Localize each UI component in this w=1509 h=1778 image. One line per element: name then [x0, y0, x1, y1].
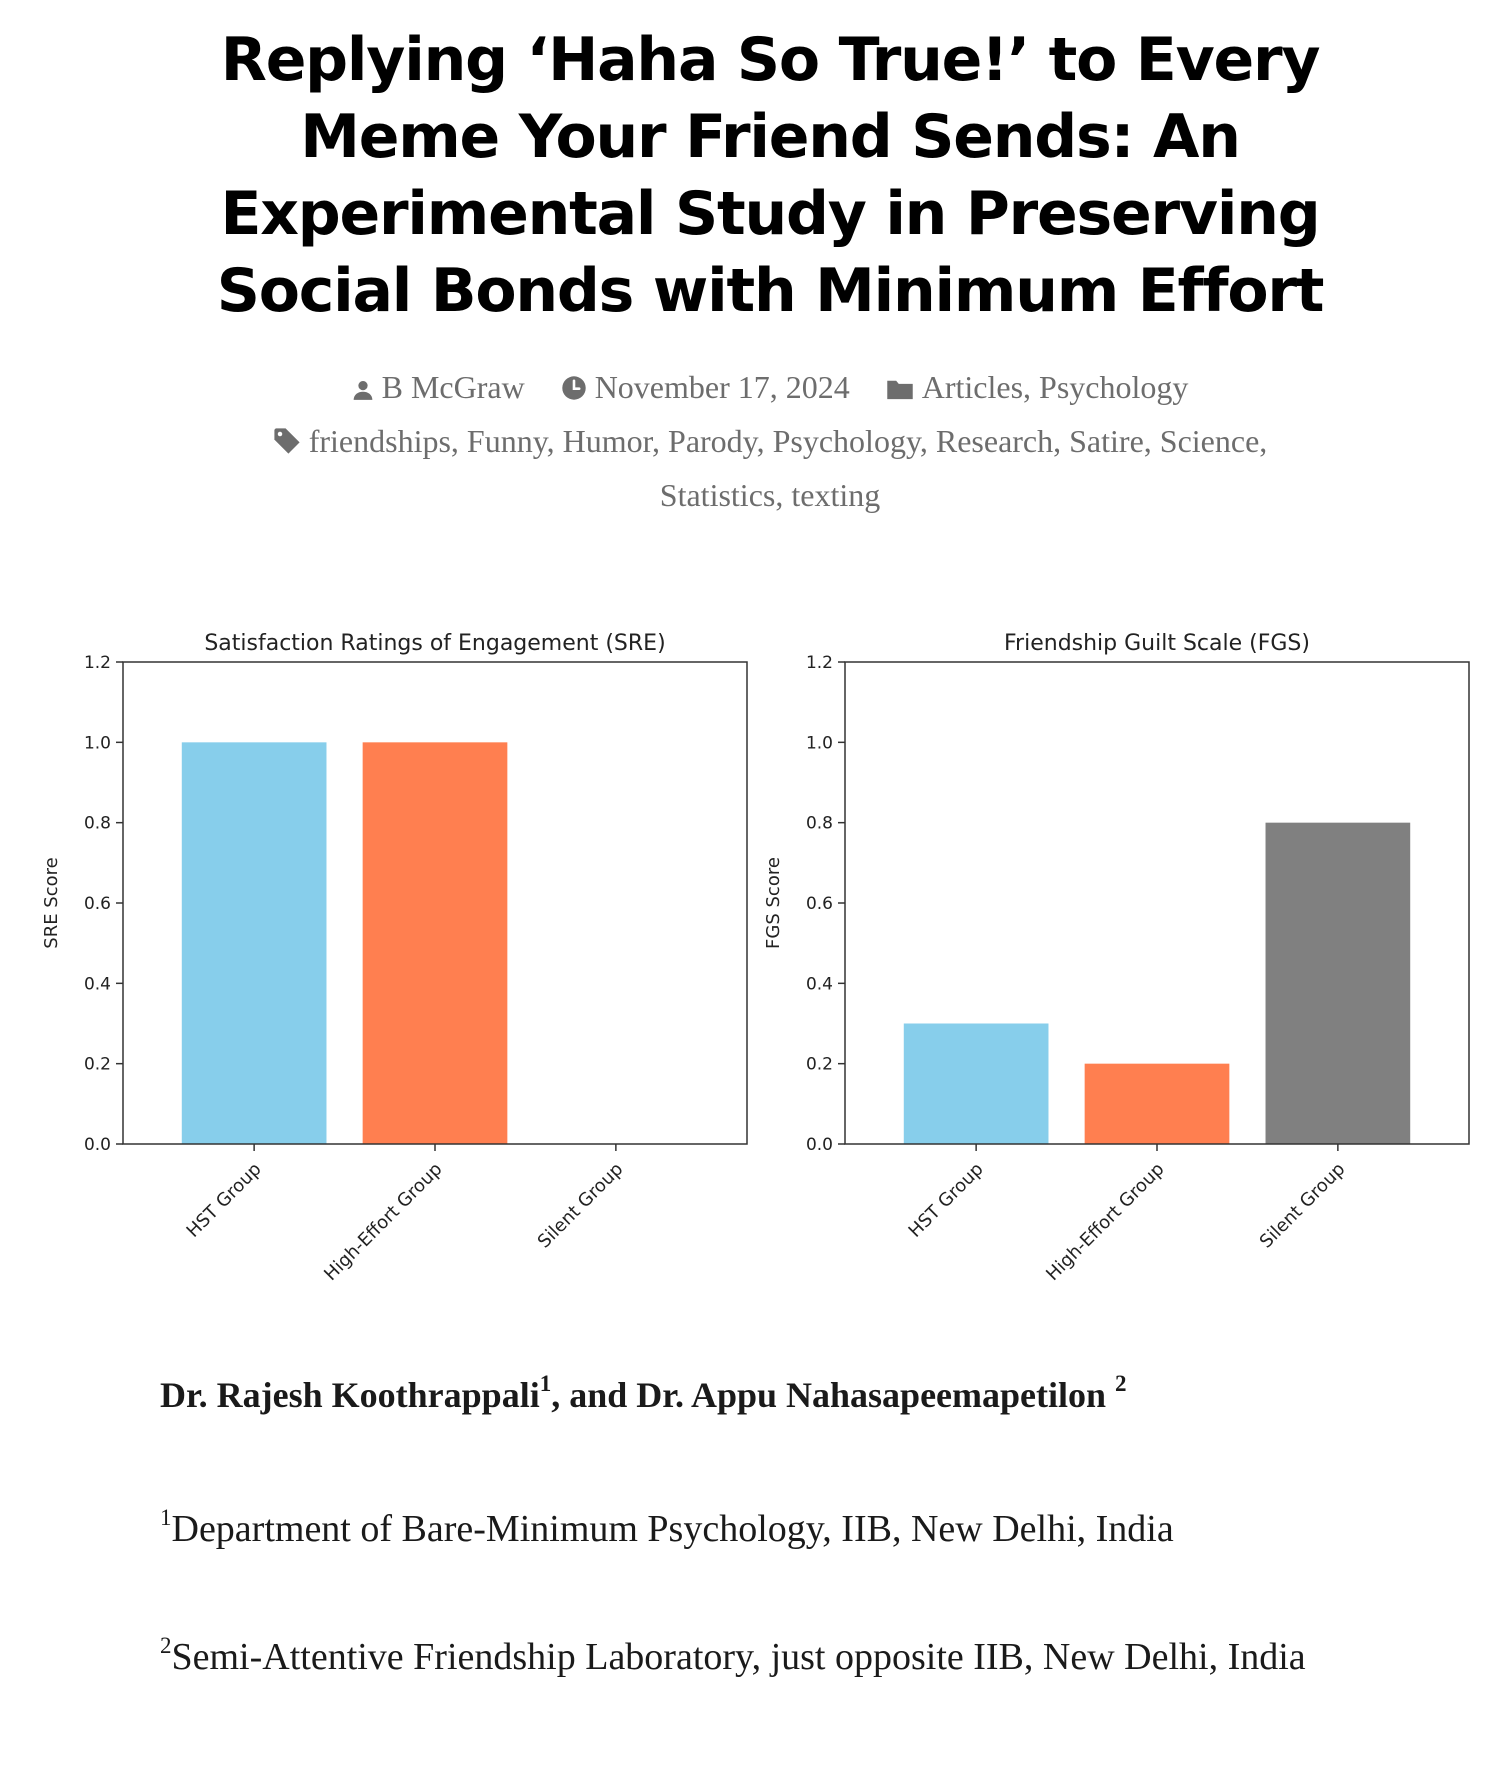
y-axis-label: FGS Score — [763, 857, 784, 949]
y-tick-label: 1.2 — [83, 653, 111, 673]
meta-line-2: friendships, Funny, Humor, Parody, Psychology, Research, Satire, Science, — [150, 414, 1390, 468]
affiliation-number: 2 — [160, 1633, 172, 1658]
meta-line-1 — [150, 360, 1390, 414]
tag-icon — [273, 427, 301, 455]
y-tick-label: 0.0 — [805, 1135, 833, 1155]
charts-figure — [0, 600, 1509, 1320]
posted-on — [561, 360, 850, 414]
y-tick-label: 1.0 — [83, 733, 111, 754]
affiliation-marker: 1 — [539, 1371, 552, 1396]
x-tick-label: Silent Group — [1255, 1158, 1350, 1253]
x-tick-label: High-Effort Group — [320, 1158, 447, 1286]
affiliation-number: 1 — [160, 1505, 172, 1530]
tag-link[interactable]: Science — [1159, 423, 1260, 459]
bar — [1266, 823, 1411, 1144]
y-tick-label: 1.0 — [805, 733, 833, 754]
y-tick-label: 1.2 — [805, 653, 833, 673]
bar — [182, 742, 327, 1144]
y-tick-label: 0.4 — [805, 974, 833, 995]
date-link[interactable]: November 17, 2024 — [594, 369, 850, 405]
affiliation — [160, 1497, 1390, 1561]
byline — [352, 360, 525, 414]
tag-link[interactable]: Psychology — [772, 423, 920, 459]
bar — [363, 742, 508, 1144]
author-link[interactable]: B McGraw — [381, 369, 525, 405]
author-name: Dr. Appu Nahasapeemapetilon — [636, 1375, 1107, 1415]
tag-link[interactable]: Parody — [668, 423, 757, 459]
y-axis-label: SRE Score — [41, 857, 62, 949]
x-tick-label: Silent Group — [533, 1158, 628, 1253]
x-tick-label: HST Group — [182, 1158, 266, 1242]
tag-link[interactable]: Humor — [562, 423, 653, 459]
user-icon — [352, 379, 374, 401]
tag-link[interactable]: Research — [935, 423, 1054, 459]
author-name: Dr. Rajesh Koothrappali — [160, 1375, 540, 1415]
category-link-psychology[interactable]: Psychology — [1039, 369, 1189, 405]
affiliation-text: Department of Bare-Minimum Psychology, IIB, New Delhi, India — [171, 1508, 1174, 1550]
affiliation-text: Semi-Attentive Friendship Laboratory, just opposite IIB, New Delhi, India — [171, 1636, 1306, 1678]
tag-link[interactable]: friendships — [308, 423, 451, 459]
bar — [904, 1024, 1049, 1145]
y-tick-label: 0.2 — [83, 1054, 111, 1075]
article-title: Replying ‘Haha So True!’ to Every Meme Your Friend Sends: An Experimental Study in Preserving Social Bonds with Minimum Effort — [216, 25, 1324, 326]
chart-title: Satisfaction Ratings of Engagement (SRE) — [204, 631, 666, 656]
y-tick-label: 0.8 — [83, 813, 111, 834]
y-tick-label: 0.6 — [805, 894, 833, 914]
folder-icon — [886, 377, 914, 401]
post-meta — [150, 360, 1390, 522]
category-link-articles[interactable]: Articles — [921, 369, 1024, 405]
clock-icon — [561, 375, 587, 401]
author-joiner: , and — [551, 1375, 637, 1415]
author-list — [160, 1370, 1410, 1420]
tag-link[interactable]: texting — [791, 477, 881, 513]
chart-title: Friendship Guilt Scale (FGS) — [1004, 631, 1310, 656]
tag-link[interactable]: Funny — [466, 423, 547, 459]
affiliation — [160, 1625, 1390, 1689]
x-tick-label: HST Group — [904, 1158, 988, 1242]
y-tick-label: 0.2 — [805, 1054, 833, 1075]
meta-line-3: Statistics, texting — [659, 477, 881, 513]
tag-link[interactable]: Satire — [1069, 423, 1144, 459]
affiliation-marker: 2 — [1115, 1371, 1127, 1396]
y-tick-label: 0.8 — [805, 813, 833, 834]
y-tick-label: 0.6 — [83, 894, 111, 914]
y-tick-label: 0.0 — [83, 1135, 111, 1155]
tag-link[interactable]: Statistics — [659, 477, 776, 513]
y-tick-label: 0.4 — [83, 974, 111, 995]
x-tick-label: High-Effort Group — [1042, 1158, 1169, 1286]
categories: Articles, Psychology — [886, 360, 1189, 414]
bar — [1085, 1064, 1230, 1144]
